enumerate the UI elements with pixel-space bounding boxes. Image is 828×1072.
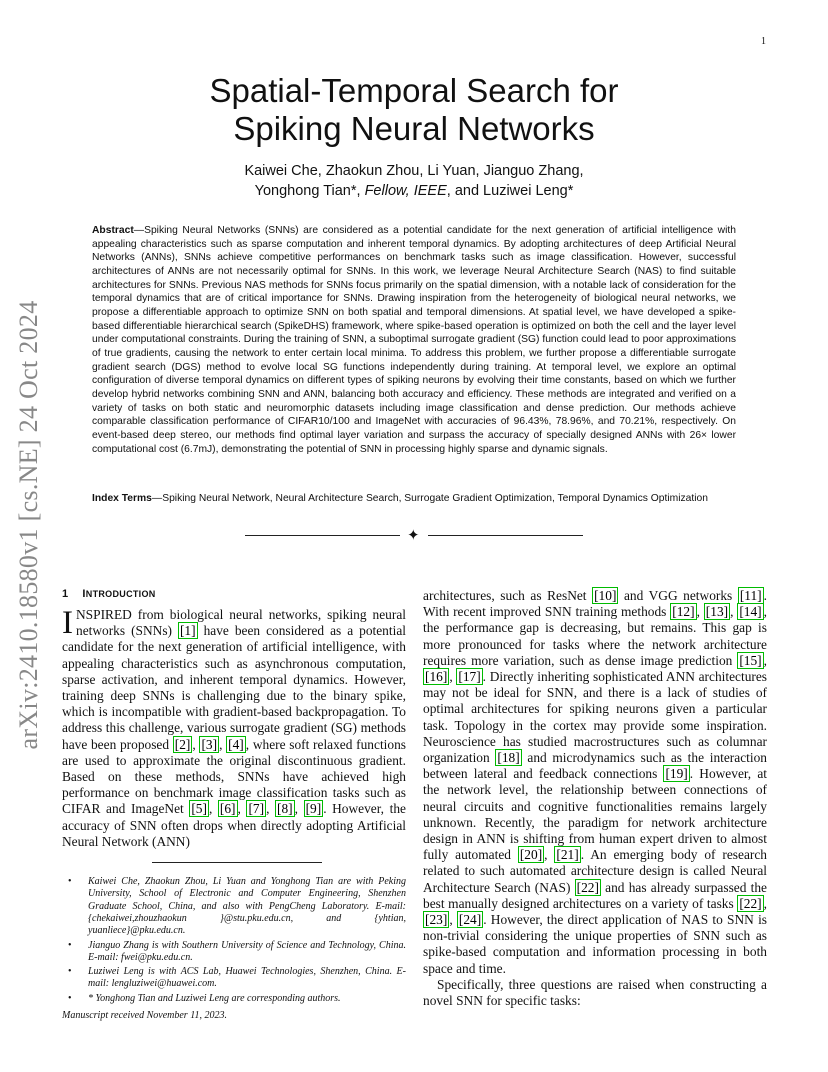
authors-line-2-a: Yonghong Tian*, [254,183,365,199]
bullet-icon: • [68,876,72,888]
section-divider [0,528,828,542]
citation-link[interactable]: [22] [739,895,762,911]
footnote-list [62,876,406,1005]
text-run: , the performance gap is decreasing, but remains. This gap is more pronounced for tasks where the network architecture requires more variation, such as dense image prediction [423,604,767,668]
text-run: , [730,604,738,620]
index-terms-label: Index Terms [92,493,152,504]
arxiv-identifier [14,290,44,760]
bullet-icon: • [68,992,72,1004]
left-column [62,588,406,1021]
text-run: , [763,895,767,911]
text-run: , [763,652,767,668]
citation-link[interactable]: [20] [519,847,543,863]
text-run: from biological neural networks, spiking neural networks (SNNs) [76,607,406,639]
bullet-icon: • [68,966,72,978]
divider-line-right [428,535,583,536]
citation-link[interactable]: [18] [497,750,520,766]
index-terms-dash: — [151,493,163,504]
citation-link[interactable]: [6] [219,801,236,817]
text-run: . Directly inheriting sophisticated ANN architectures may not be ideal for SNN, and there is a lack of studies of optimal architectures for spiking neurons given a particular task. Topology in the cortex may provide some inspiration. Neuroscience has studied macrostructures such as columnar organization [423,669,767,766]
section-heading-introduction [62,588,406,600]
footnote-text: Jianguo Zhang is with Southern University of Science and Technology, China. E-mail: fwei@pku.edu.cn. [88,939,406,963]
paper-title [0,72,828,148]
author-list [0,161,828,201]
title-line-1: Spatial-Temporal Search for [209,72,619,109]
footnote-rule [152,862,322,863]
citation-link[interactable]: [5] [191,801,207,817]
citation-link[interactable]: [8] [277,801,293,817]
footnote-text: Luziwei Leng is with ACS Lab, Huawei Technologies, Shenzhen, China. E-mail: lengluziwei@huawei.com. [88,966,406,990]
text-run: , [192,736,200,752]
text-run: , [219,736,227,752]
citation-link[interactable]: [23] [425,912,448,928]
footnote-item [62,966,406,991]
text-run: and has already surpassed the best manually designed architectures on a variety of tasks [423,879,767,911]
citation-link[interactable]: [22] [576,879,599,895]
section-title-first: I [82,588,86,600]
citation-link[interactable]: [17] [458,669,481,685]
citation-link[interactable]: [10] [594,588,617,603]
text-run: , [449,912,457,928]
text-run: , [237,801,247,817]
text-run: have been considered as a potential candidate for the next generation of artificial intelligence, with appealing characteristics such as asynchronous computation, sparse activation, and inherent temporal dynamics. However, training deep SNNs is challenging due to the binary spike, which is incompatible with gradient-based backpropagation. To address this challenge, various surrogate gradient (SG) methods have been proposed [62,623,406,752]
intro-paragraph-3: Specifically, three questions are raised when constructing a novel SNN for specific tasks: [423,976,767,1009]
text-run: , [696,604,704,620]
citation-link[interactable]: [1] [179,623,196,639]
citation-link[interactable]: [16] [425,669,448,685]
text-run: , [266,801,276,817]
citation-link[interactable]: [24] [458,912,482,928]
authors-fellow-ieee: Fellow, IEEE [364,183,447,199]
section-title-rest: NTRODUCTION [85,589,156,599]
text-run: . However, the accuracy of SNN often drops when directly adopting Artificial Neural Network (ANN) [62,801,406,849]
abstract-text: Spiking Neural Networks (SNNs) are considered as a potential candidate for the next generation of artificial intelligence with appealing characteristics such as sparse computation and inherent temporal dynamics. By adopting architectures of deep Artificial Neural Networks (ANNs), SNNs achieve competitive performances on benchmark tasks such as image classification. However, successful architectures of ANNs are not necessarily optimal for SNNs. In this work, we leverage Neural Architecture Search (NAS) to find suitable architectures for SNNs. Previous NAS methods for SNNs focus primarily on the spatial dimension, with a notable lack of consideration for the temporal dynamics that are of critical importance for SNNs. Drawing inspiration from the heterogeneity of biological neural networks, we propose a differentiable approach to optimize SNN on both spatial and temporal dimensions. At spatial level, we have developed a spike-based differentiable hierarchical search (SpikeDHS) framework, where spike-based operation is optimized on both the cell and the layer level under computational constraints. During the training of SNN, a suboptimal surrogate gradient (SG) function could lead to poor approximations of true gradients, causing the network to enter certain local minima. To address this problem, we further propose a differentiable surrogate gradient search (DGS) method to evolve local SG functions independently during training. At temporal level, we explore an optimal configuration of diverse temporal dynamics on different types of spiking neurons by evolving their time constants, based on which we further develop hybrid networks combining SNN and ANN, balancing both accuracy and efficiency. These methods are integrated and verified on a variety of tasks on both static and neuromorphic datasets including image classification and dense prediction. Our methods achieve comparable classification performance of CIFAR10/100 and ImageNet with accuracies of 96.43%, 78.96%, and 70.21%, respectively. On event-based deep stereo, our methods find optimal layer variation and surpass the accuracy of specially designed ANNs with 26× lower computational cost (6.7mJ), demonstrating the potential of SNN in processing highly sparse and dynamic signals. [92,225,736,455]
citation-link[interactable]: [13] [705,604,729,620]
intro-paragraph-1 [62,607,406,850]
text-run: and VGG networks [618,588,738,603]
authors-line-2-c: , and Luziwei Leng* [446,183,574,199]
authors-line-1: Kaiwei Che, Zhaokun Zhou, Li Yuan, Jianguo Zhang, [244,163,584,179]
citation-link[interactable]: [11] [739,588,762,603]
bullet-icon: • [68,939,72,951]
footnote-text: Kaiwei Che, Zhaokun Zhou, Li Yuan and Yonghong Tian are with Peking University, School of Electronic and Computer Engineering, Shenzhen Graduate School, China, and also with PengCheng Laboratory. E-mail: {chekaiwei,zhouzhaokun }@stu.pku.edu.cn, and {yhtian, yuanliece}@pku.edu.cn. [88,876,406,937]
authors-line-2 [0,181,828,201]
text-run: architectures, such as ResNet [423,588,593,603]
text-run: , [208,801,218,817]
footnote-item [62,993,406,1005]
text-run: . With recent improved SNN training methods [423,588,767,620]
smallcaps-lead: NSPIRED [76,607,132,622]
divider-diamond-icon: ✦ [407,528,420,544]
page-number: 1 [761,36,766,47]
citation-link[interactable]: [9] [305,801,322,817]
citation-link[interactable]: [14] [739,604,762,620]
citation-link[interactable]: [7] [248,801,265,817]
manuscript-received-note: Manuscript received November 11, 2023. [62,1010,227,1022]
citation-link[interactable]: [3] [201,736,218,752]
text-run: , where soft relaxed functions are used to approximate the original discontinuous gradient. Based on these methods, SNNs have achieved high performance on benchmark image classification tasks such as CIFAR and ImageNet [62,736,406,817]
index-terms [92,492,736,506]
abstract [92,224,736,456]
drop-cap: I [62,605,73,641]
text-run: . However, at the network level, the relationship between connections of neural circuits and cognitive functionalities remains largely unknown. Recently, the paradigm for network architecture design in ANN is shifting from human expert driven to almost fully automated [423,766,767,863]
footnote-item [62,876,406,937]
footnote-text: * Yonghong Tian and Luziwei Leng are corresponding authors. [88,992,341,1004]
text-run: . However, the direct application of NAS to SNN is non-trivial considering the unique properties of SNN such as spike-based computation and information processing in both space and time. [423,912,767,976]
section-number: 1 [62,588,69,600]
citation-link[interactable]: [2] [174,736,191,752]
title-line-2: Spiking Neural Networks [233,110,595,147]
footnote-item [62,940,406,965]
text-run: . An emerging body of research related to such automated architecture design is called Neural Architecture Search (NAS) [423,847,767,895]
divider-line-left [245,535,400,536]
text-run: , [294,801,304,817]
citation-link[interactable]: [12] [672,604,695,620]
text-run: , [449,669,457,685]
text-run: and microdynamics such as the interaction between lateral and feedback connections [423,750,767,782]
arxiv-identifier-text: arXiv:2410.18580v1 [cs.NE] 24 Oct 2024 [14,300,43,750]
right-column [423,588,767,1009]
citation-link[interactable]: [15] [739,652,762,668]
citation-link[interactable]: [4] [228,736,244,752]
abstract-label: Abstract [92,225,134,236]
citation-link[interactable]: [19] [665,766,688,782]
abstract-dash: — [133,225,145,236]
intro-paragraph-2 [423,588,767,977]
text-run: , [544,847,555,863]
citation-link[interactable]: [21] [556,847,579,863]
index-terms-text: Spiking Neural Network, Neural Architecture Search, Surrogate Gradient Optimization, Temporal Dynamics Optimization [162,493,708,504]
